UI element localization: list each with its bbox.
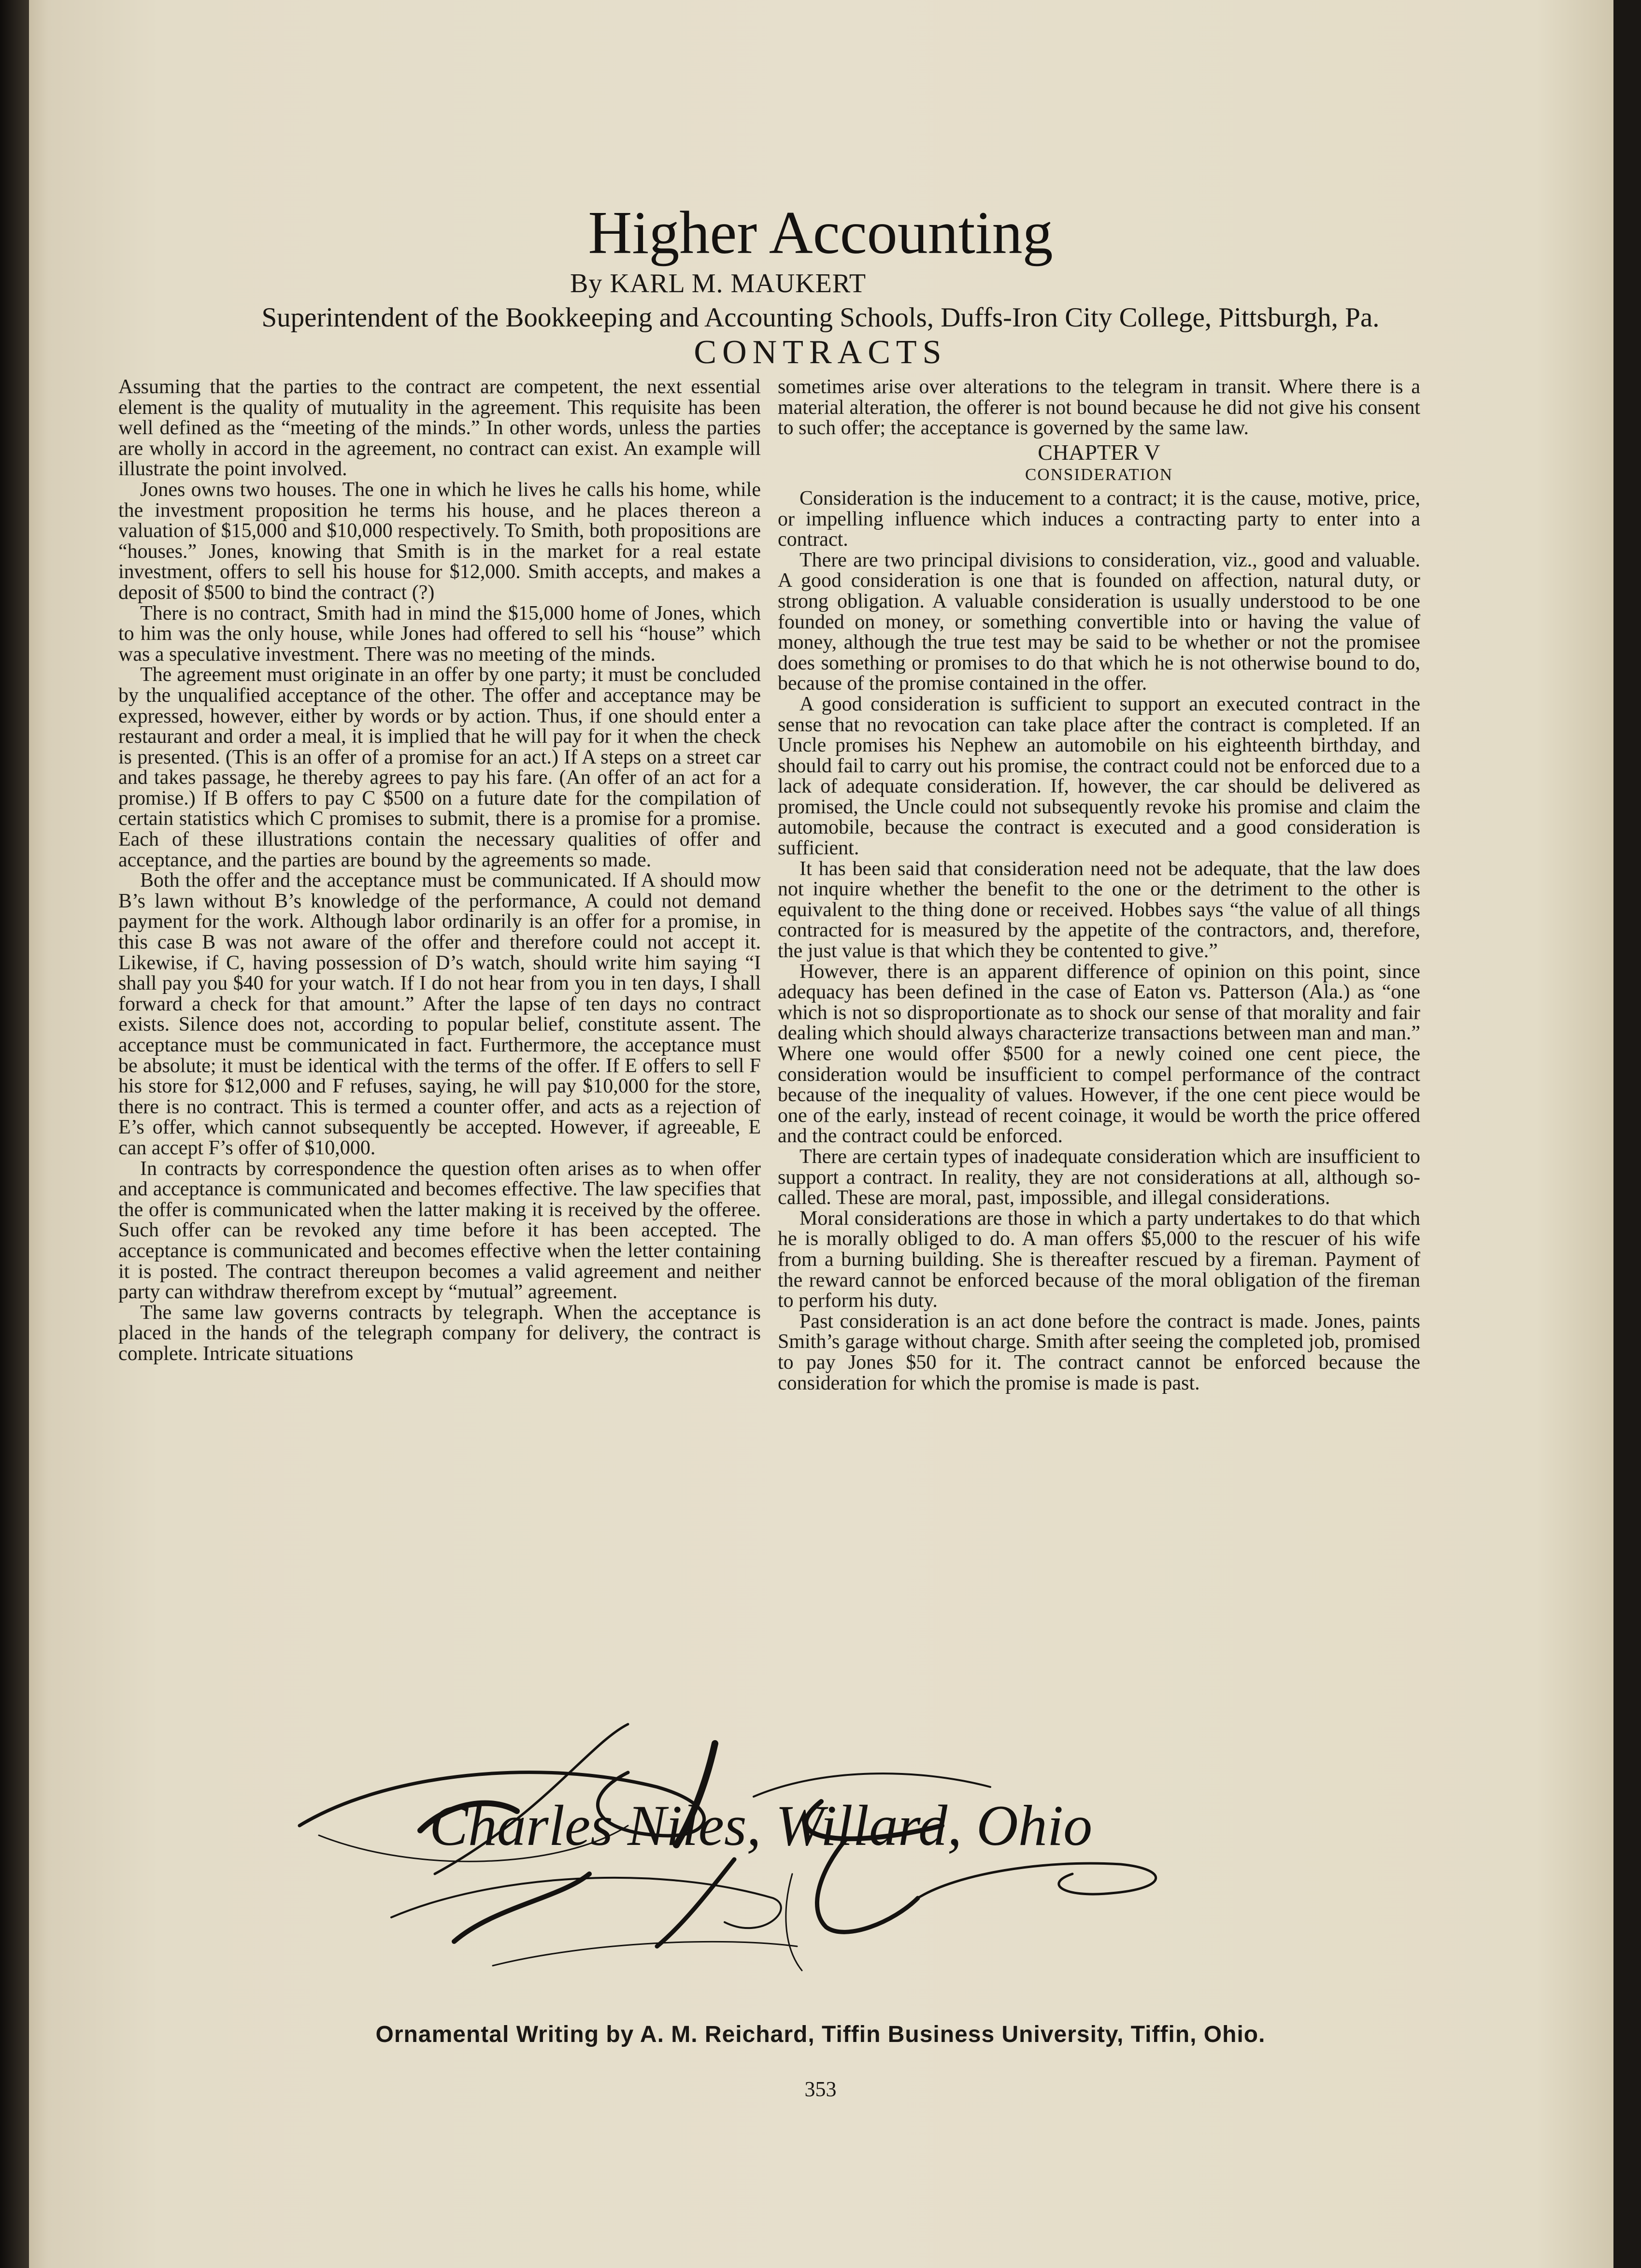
body-paragraph: There are two principal divisions to consideration, viz., good and valuable. A good consideration is one that is founded on affection, natural duty, or strong obligation. A valuable consideration is usually understood to be one founded on money, or something convertible into or having the value of money, although the true test may be said to be whether or not the promisee does something or promises to do that which he is not otherwise bound to do, because of the promise contained in the offer. <box>778 549 1420 695</box>
body-paragraph: There is no contract, Smith had in mind the $15,000 home of Jones, which to him was the only house, while Jones had offered to sell his “house” which was a speculative investment. There was no meeting of the minds. <box>118 602 761 666</box>
ornamental-signature-text: Charles Niles, Willard, Ohio <box>429 1793 1093 1857</box>
body-paragraph: However, there is an apparent difference of opinion on this point, since adequacy has been defined in the case of Eaton vs. Patterson (Ala.) as “one which is not so disproportionate as to shock our sense of that morality and fair dealing which should always characterize transactions between man and man.” Where one would offer $500 for a newly coined one cent piece, the consideration would be insufficient to compel performance of the contract because of the inequality of values. However, if the one cent piece would be one of the early, instead of recent coinage, it would be worth the price offered and the contract could be enforced. <box>778 960 1420 1148</box>
body-paragraph: The agreement must originate in an offer by one party; it must be concluded by the unqualified acceptance of the other. The offer and acceptance may be expressed, however, either by words or by action. Thus, if one should enter a restaurant and order a meal, it is implied that he will pay for it when the check is presented. (This is an offer of a promise for an act.) If A steps on a street car and takes passage, he thereby agrees to pay his fare. (An offer of an act for a promise.) If B offers to pay C $500 on a future date for the compilation of certain statistics which C promises to submit, there is a promise for a promise. Each of these illustrations contain the necessary qualities of offer and acceptance, and the parties are bound by the agreements so made. <box>118 664 761 871</box>
body-paragraph: Moral considerations are those in which a party undertakes to do that which he is morally obliged to do. A man offers $5,000 to the rescuer of his wife from a burning building. She is thereafter rescued by a fireman. Payment of the reward cannot be enforced because of the moral obligation of the fireman to perform his duty. <box>778 1207 1420 1312</box>
flourish-stroke <box>391 1878 781 1928</box>
flourish-stroke <box>786 1874 802 1970</box>
body-paragraph: sometimes arise over alterations to the telegram in transit. Where there is a material alteration, the offerer is not bound because he did not give his consent to such offer; the acceptance is governed by the same law. <box>778 376 1420 439</box>
article-title: Higher Accounting <box>588 199 1053 267</box>
body-paragraph: Consideration is the inducement to a contract; it is the cause, motive, price, or impelling influence which induces a contracting party to enter into a contract. <box>778 487 1420 551</box>
page-number: 353 <box>804 2077 837 2101</box>
author-affiliation: Superintendent of the Bookkeeping and Accounting Schools, Duffs-Iron City College, Pittsburgh, Pa. <box>261 302 1380 333</box>
body-paragraph: The same law governs contracts by telegraph. When the acceptance is placed in the hands of the telegraph company for delivery, the contract is complete. Intricate situations <box>118 1301 761 1365</box>
flourish-stroke <box>493 1942 797 1966</box>
body-paragraph: Assuming that the parties to the contract are competent, the next essential element is the quality of mutuality in the agreement. This requisite has been well defined as the “meeting of the minds.” In other words, unless the parties are wholly in accord in the agreement, no contract can exist. An example will illustrate the point involved. <box>118 376 761 481</box>
body-paragraph: Both the offer and the acceptance must be communicated. If A should mow B’s lawn without B’s knowledge of the performance, A could not demand payment for the work. Although labor ordinarily is an offer for a promise, in this case B was not aware of the offer and therefore could not accept it. Likewise, if C, having possession of D’s watch, should write him saying “I shall pay you $40 for your watch. If I do not hear from you in ten days, I shall forward a check for that amount.” After the lapse of ten days no contract exists. Silence does not, according to popular belief, constitute assent. The acceptance must be communicated in fact. Furthermore, the acceptance must be absolute; it must be identical with the terms of the offer. If E offers to sell F his store for $12,000 and F refuses, saying, he will pay $10,000 for the store, there is no contract. This is termed a counter offer, and acts as a rejection of E’s offer, which cannot subsequently be accepted. However, if agreeable, E can accept F’s offer of $10,000. <box>118 869 761 1159</box>
flourish-stroke <box>918 1863 1156 1898</box>
body-paragraph: Past consideration is an act done before the contract is made. Jones, paints Smith’s garage without charge. Smith after seeing the completed job, promised to pay Jones $50 for it. The contract cannot be enforced because the consideration for which the promise is made is past. <box>778 1310 1420 1394</box>
body-paragraph: In contracts by correspondence the question often arises as to when offer and acceptance is communicated and becomes effective. The law specifies that the offer is communicated when the latter making it is received by the offeree. Such offer can be revoked any time before it has been accepted. The acceptance is communicated and becomes effective when the letter containing it is posted. The contract thereupon becomes a valid agreement and neither party can withdraw therefrom except by “mutual” agreement. <box>118 1157 761 1304</box>
chapter-heading: CHAPTER V <box>1038 439 1160 465</box>
body-paragraph: It has been said that consideration need not be adequate, that the law does not inquire whether the benefit to the one or the detriment to the other is equivalent to the thing done or received. Hobbes says “the value of all things contracted for is measured by the appetite of the contractors, and, therefore, the just value is that which they be contented to give.” <box>778 857 1420 963</box>
article-byline: By KARL M. MAUKERT <box>570 269 867 298</box>
body-paragraph: Jones owns two houses. The one in which he lives he calls his home, while the investment proposition he terms his house, and he places thereon a valuation of $15,000 and $10,000 respectively. To Smith, both propositions are “houses.” Jones, knowing that Smith is in the market for a real estate investment, offers to sell his house for $12,000. Smith accepts, and makes a deposit of $500 to bind the contract (?) <box>118 478 761 604</box>
body-paragraph: There are certain types of inadequate consideration which are insufficient to support a contract. In reality, they are not considerations at all, although so-called. These are moral, past, impossible, and illegal considerations. <box>778 1145 1420 1209</box>
chapter-subheading: CONSIDERATION <box>1025 465 1173 484</box>
left-column <box>118 377 761 1364</box>
body-paragraph: A good consideration is sufficient to support an executed contract in the sense that no revocation can take place after the contract is completed. If an Uncle promises his Nephew an automobile on his eighteenth birthday, and should fail to carry out his promise, the contract could not be enforced due to a lack of adequate consideration. If, however, the car should be delivered as promised, the Uncle could not subsequently revoke his promise and claim the automobile, because the contract is executed and a good consideration is sufficient. <box>778 693 1420 860</box>
section-heading: CONTRACTS <box>694 334 947 371</box>
ornament-caption: Ornamental Writing by A. M. Reichard, Tiffin Business University, Tiffin, Ohio. <box>375 2022 1266 2047</box>
right-column <box>778 377 1420 1393</box>
flourish-stroke <box>657 1859 734 1946</box>
ornamental-signature <box>290 1715 1232 2014</box>
